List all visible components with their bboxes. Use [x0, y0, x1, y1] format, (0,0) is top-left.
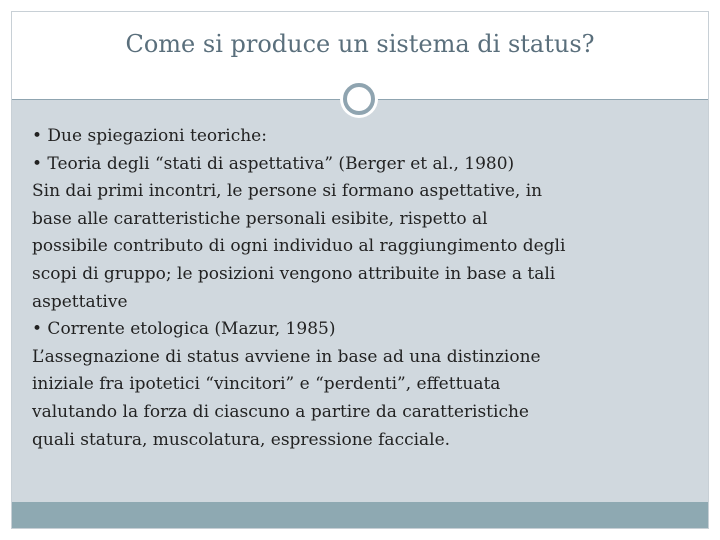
body-line: • Corrente etologica (Mazur, 1985) — [32, 319, 336, 340]
body-line: Sin dai primi incontri, le persone si formano aspettative, in — [32, 181, 543, 202]
body-line: base alle caratteristiche personali esibite, rispetto al — [32, 208, 488, 229]
content-area — [12, 100, 708, 502]
body-line: valutando la forza di ciascuno a partire da caratteristiche — [32, 401, 529, 422]
body-line: scopi di gruppo; le posizioni vengono attribuite in base a tali — [32, 263, 556, 284]
slide-body — [32, 123, 692, 454]
body-line: iniziale fra ipotetici “vincitori” e “perdenti”, effettuata — [32, 374, 501, 395]
footer-bar — [12, 502, 708, 528]
body-line: • Teoria degli “stati di aspettativa” (Berger et al., 1980) — [32, 153, 515, 174]
body-line: quali statura, muscolatura, espressione facciale. — [32, 429, 451, 450]
body-line: possibile contributo di ogni individuo al raggiungimento degli — [32, 236, 566, 257]
slide-title: Come si produce un sistema di status? — [125, 30, 595, 58]
body-line: aspettative — [32, 291, 128, 312]
body-line: • Due spiegazioni teoriche: — [32, 126, 267, 146]
body-line: L’assegnazione di status avviene in base ad una distinzione — [32, 346, 541, 367]
circle-ornament-icon — [343, 83, 375, 115]
